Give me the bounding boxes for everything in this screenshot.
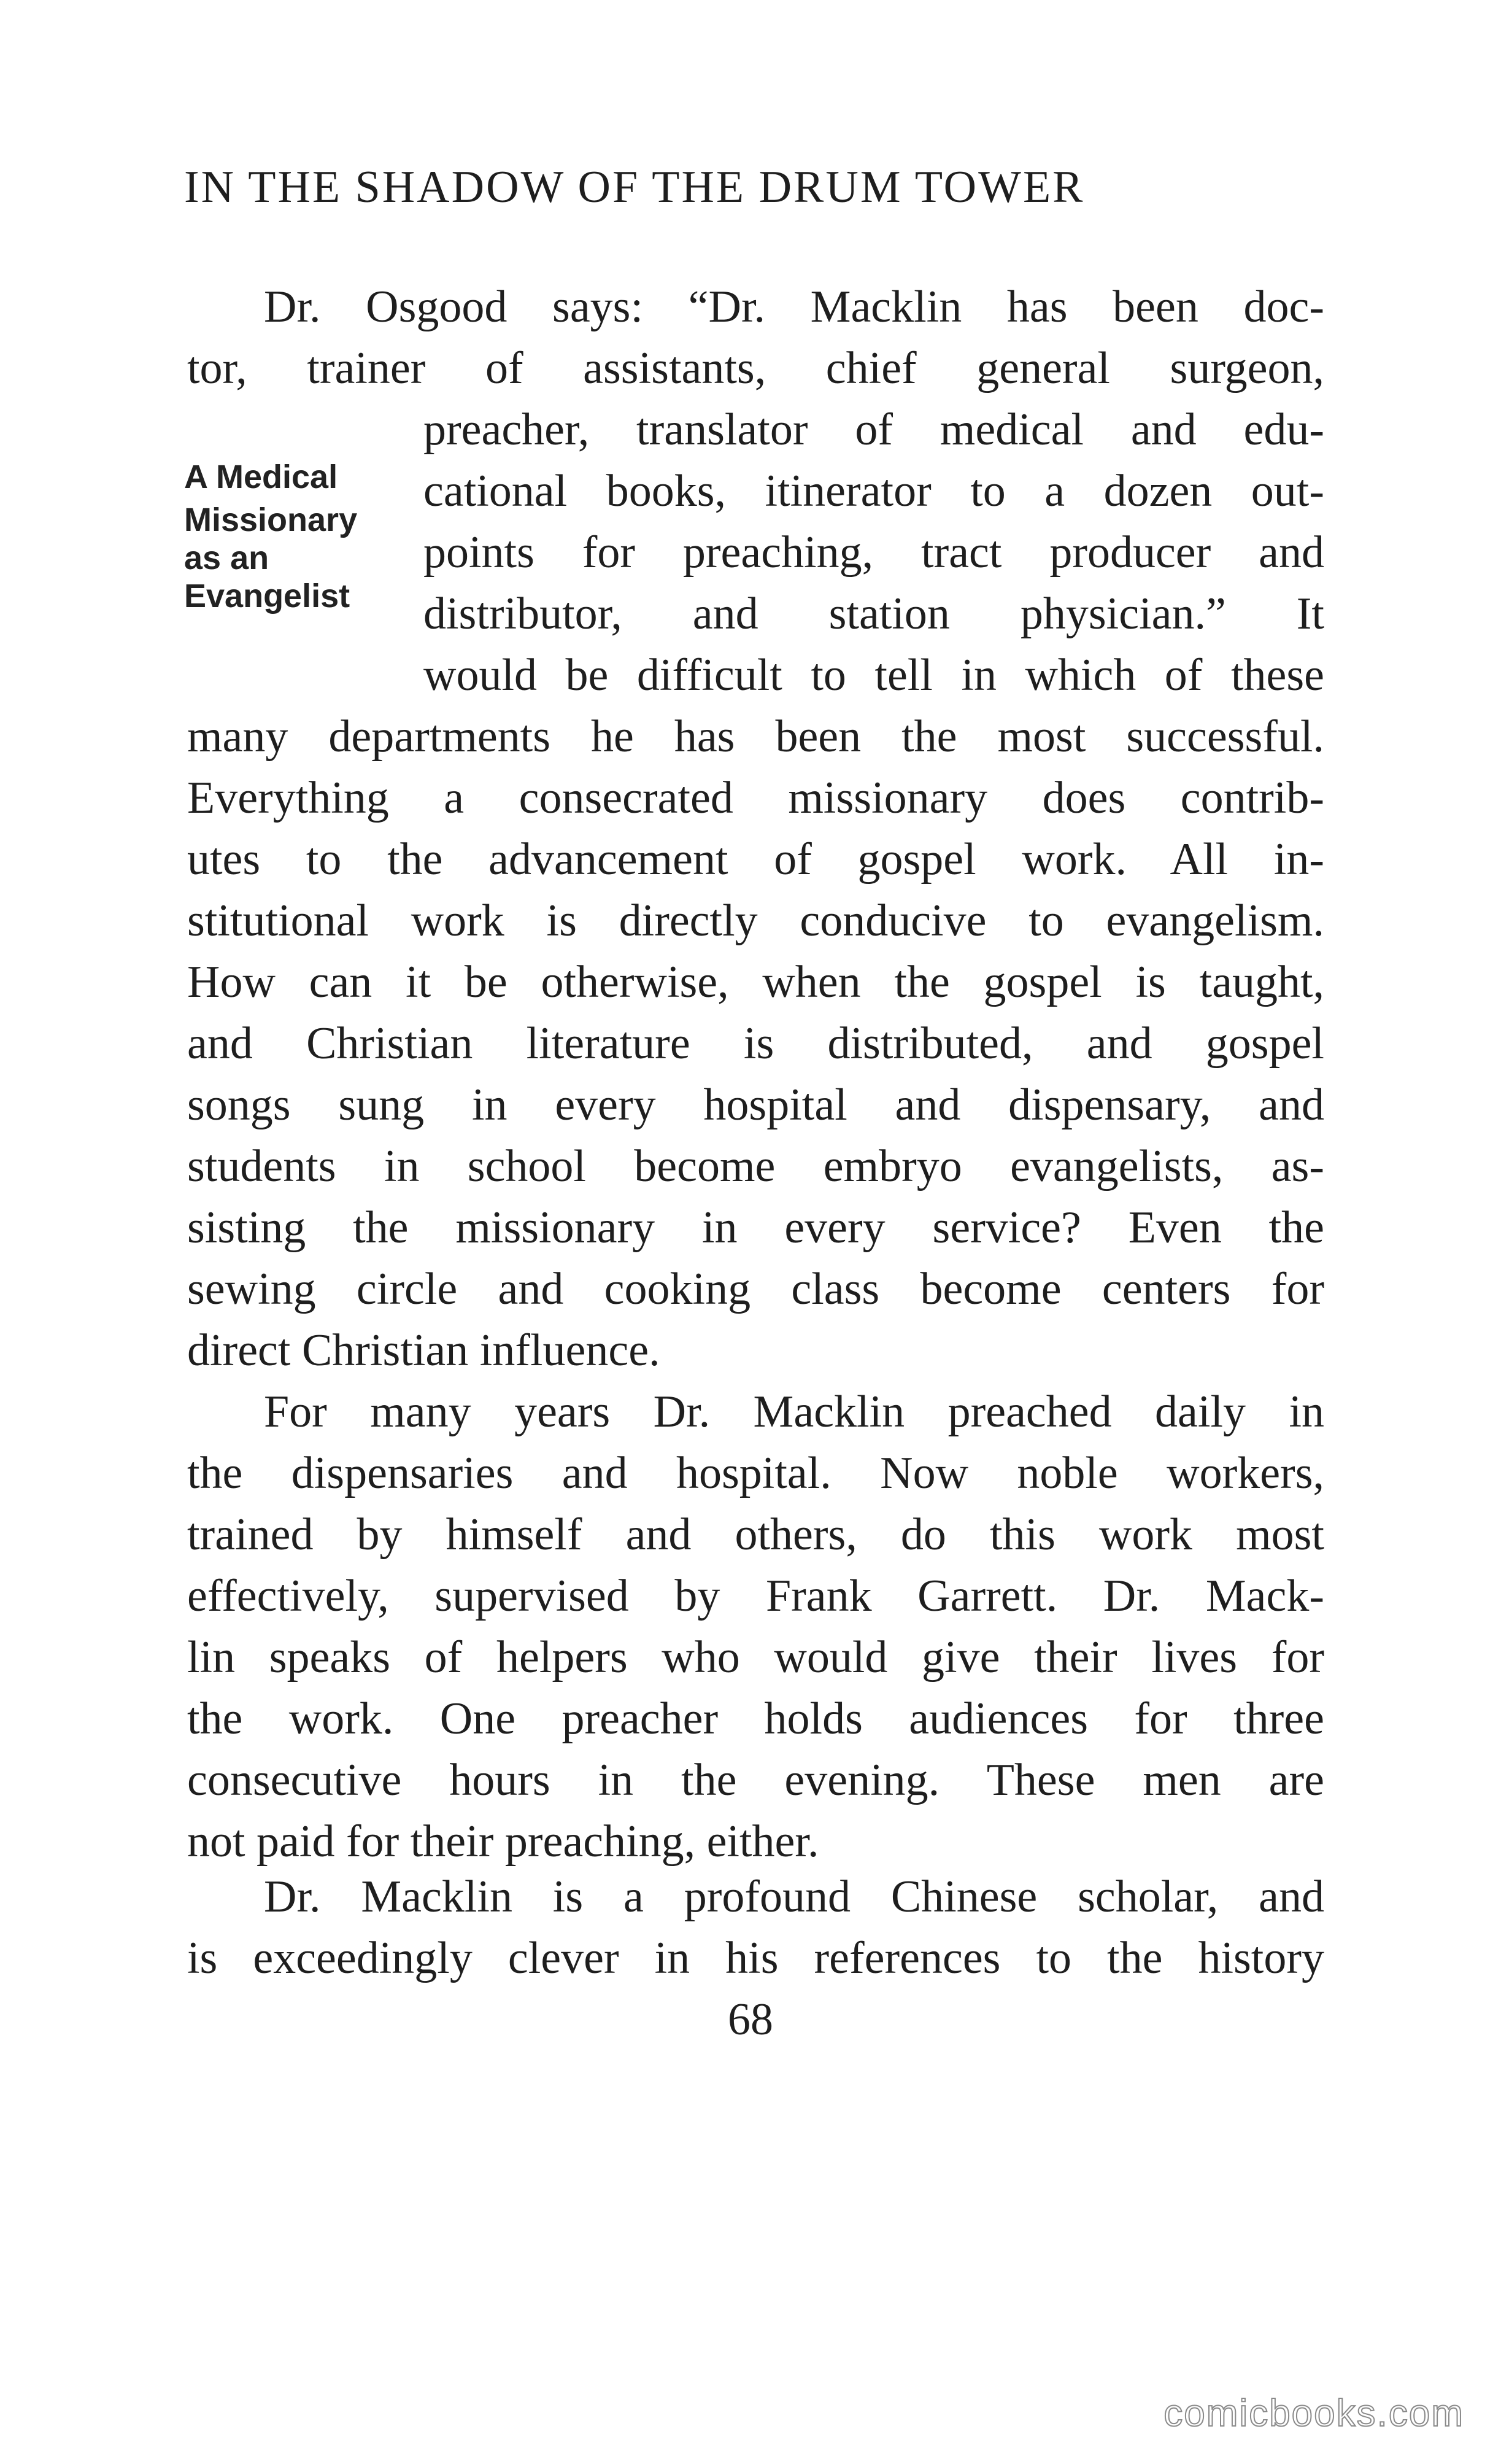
text-line: many departments he has been the most successful. <box>187 711 1324 762</box>
text-line: sewing circle and cooking class become centers for <box>187 1264 1324 1314</box>
text-line: consecutive hours in the evening. These men are <box>187 1755 1324 1805</box>
page-number: 68 <box>728 1994 773 2045</box>
text-line: songs sung in every hospital and dispensary, and <box>187 1080 1324 1130</box>
text-line: trained by himself and others, do this work most <box>187 1509 1324 1560</box>
text-line: Dr. Macklin is a profound Chinese scholar, and <box>264 1872 1324 1922</box>
sidenote-line: Missionary <box>184 502 358 538</box>
text-line: effectively, supervised by Frank Garrett. Dr. Mack- <box>187 1571 1324 1621</box>
text-line: sisting the missionary in every service? Even the <box>187 1203 1324 1253</box>
text-line: How can it be otherwise, when the gospel is taught, <box>187 957 1324 1007</box>
text-line: Dr. Osgood says: “Dr. Macklin has been doc- <box>264 282 1324 332</box>
text-line: the dispensaries and hospital. Now noble workers, <box>187 1448 1324 1498</box>
text-line: preacher, translator of medical and edu- <box>423 405 1324 455</box>
sidenote-line: A Medical <box>184 459 338 495</box>
text-line: For many years Dr. Macklin preached daily in <box>264 1387 1324 1437</box>
running-head: IN THE SHADOW OF THE DRUM TOWER <box>184 162 1085 212</box>
sidenote-line: Evangelist <box>184 578 350 614</box>
text-line: stitutional work is directly conducive to evangelism. <box>187 896 1324 946</box>
text-line: not paid for their preaching, either. <box>187 1816 819 1867</box>
text-line: the work. One preacher holds audiences for three <box>187 1694 1324 1744</box>
sidenote-line: as an <box>184 540 269 576</box>
text-line: direct Christian influence. <box>187 1325 660 1376</box>
margin-sidenote <box>184 455 405 618</box>
text-line: points for preaching, tract producer and <box>423 527 1324 578</box>
text-line: lin speaks of helpers who would give their lives for <box>187 1632 1324 1683</box>
text-line: and Christian literature is distributed, and gospel <box>187 1018 1324 1069</box>
text-line: tor, trainer of assistants, chief general surgeon, <box>187 343 1324 393</box>
text-line: cational books, itinerator to a dozen out- <box>423 466 1324 516</box>
text-line: students in school become embryo evangelists, as- <box>187 1141 1324 1191</box>
text-line: would be difficult to tell in which of these <box>423 650 1324 700</box>
text-line: Everything a consecrated missionary does contrib- <box>187 773 1324 823</box>
text-line: utes to the advancement of gospel work. All in- <box>187 834 1324 885</box>
watermark: comicbooks.com <box>1163 2392 1464 2435</box>
text-line: is exceedingly clever in his references to the history <box>187 1933 1324 1983</box>
text-line: distributor, and station physician.” It <box>423 589 1324 639</box>
